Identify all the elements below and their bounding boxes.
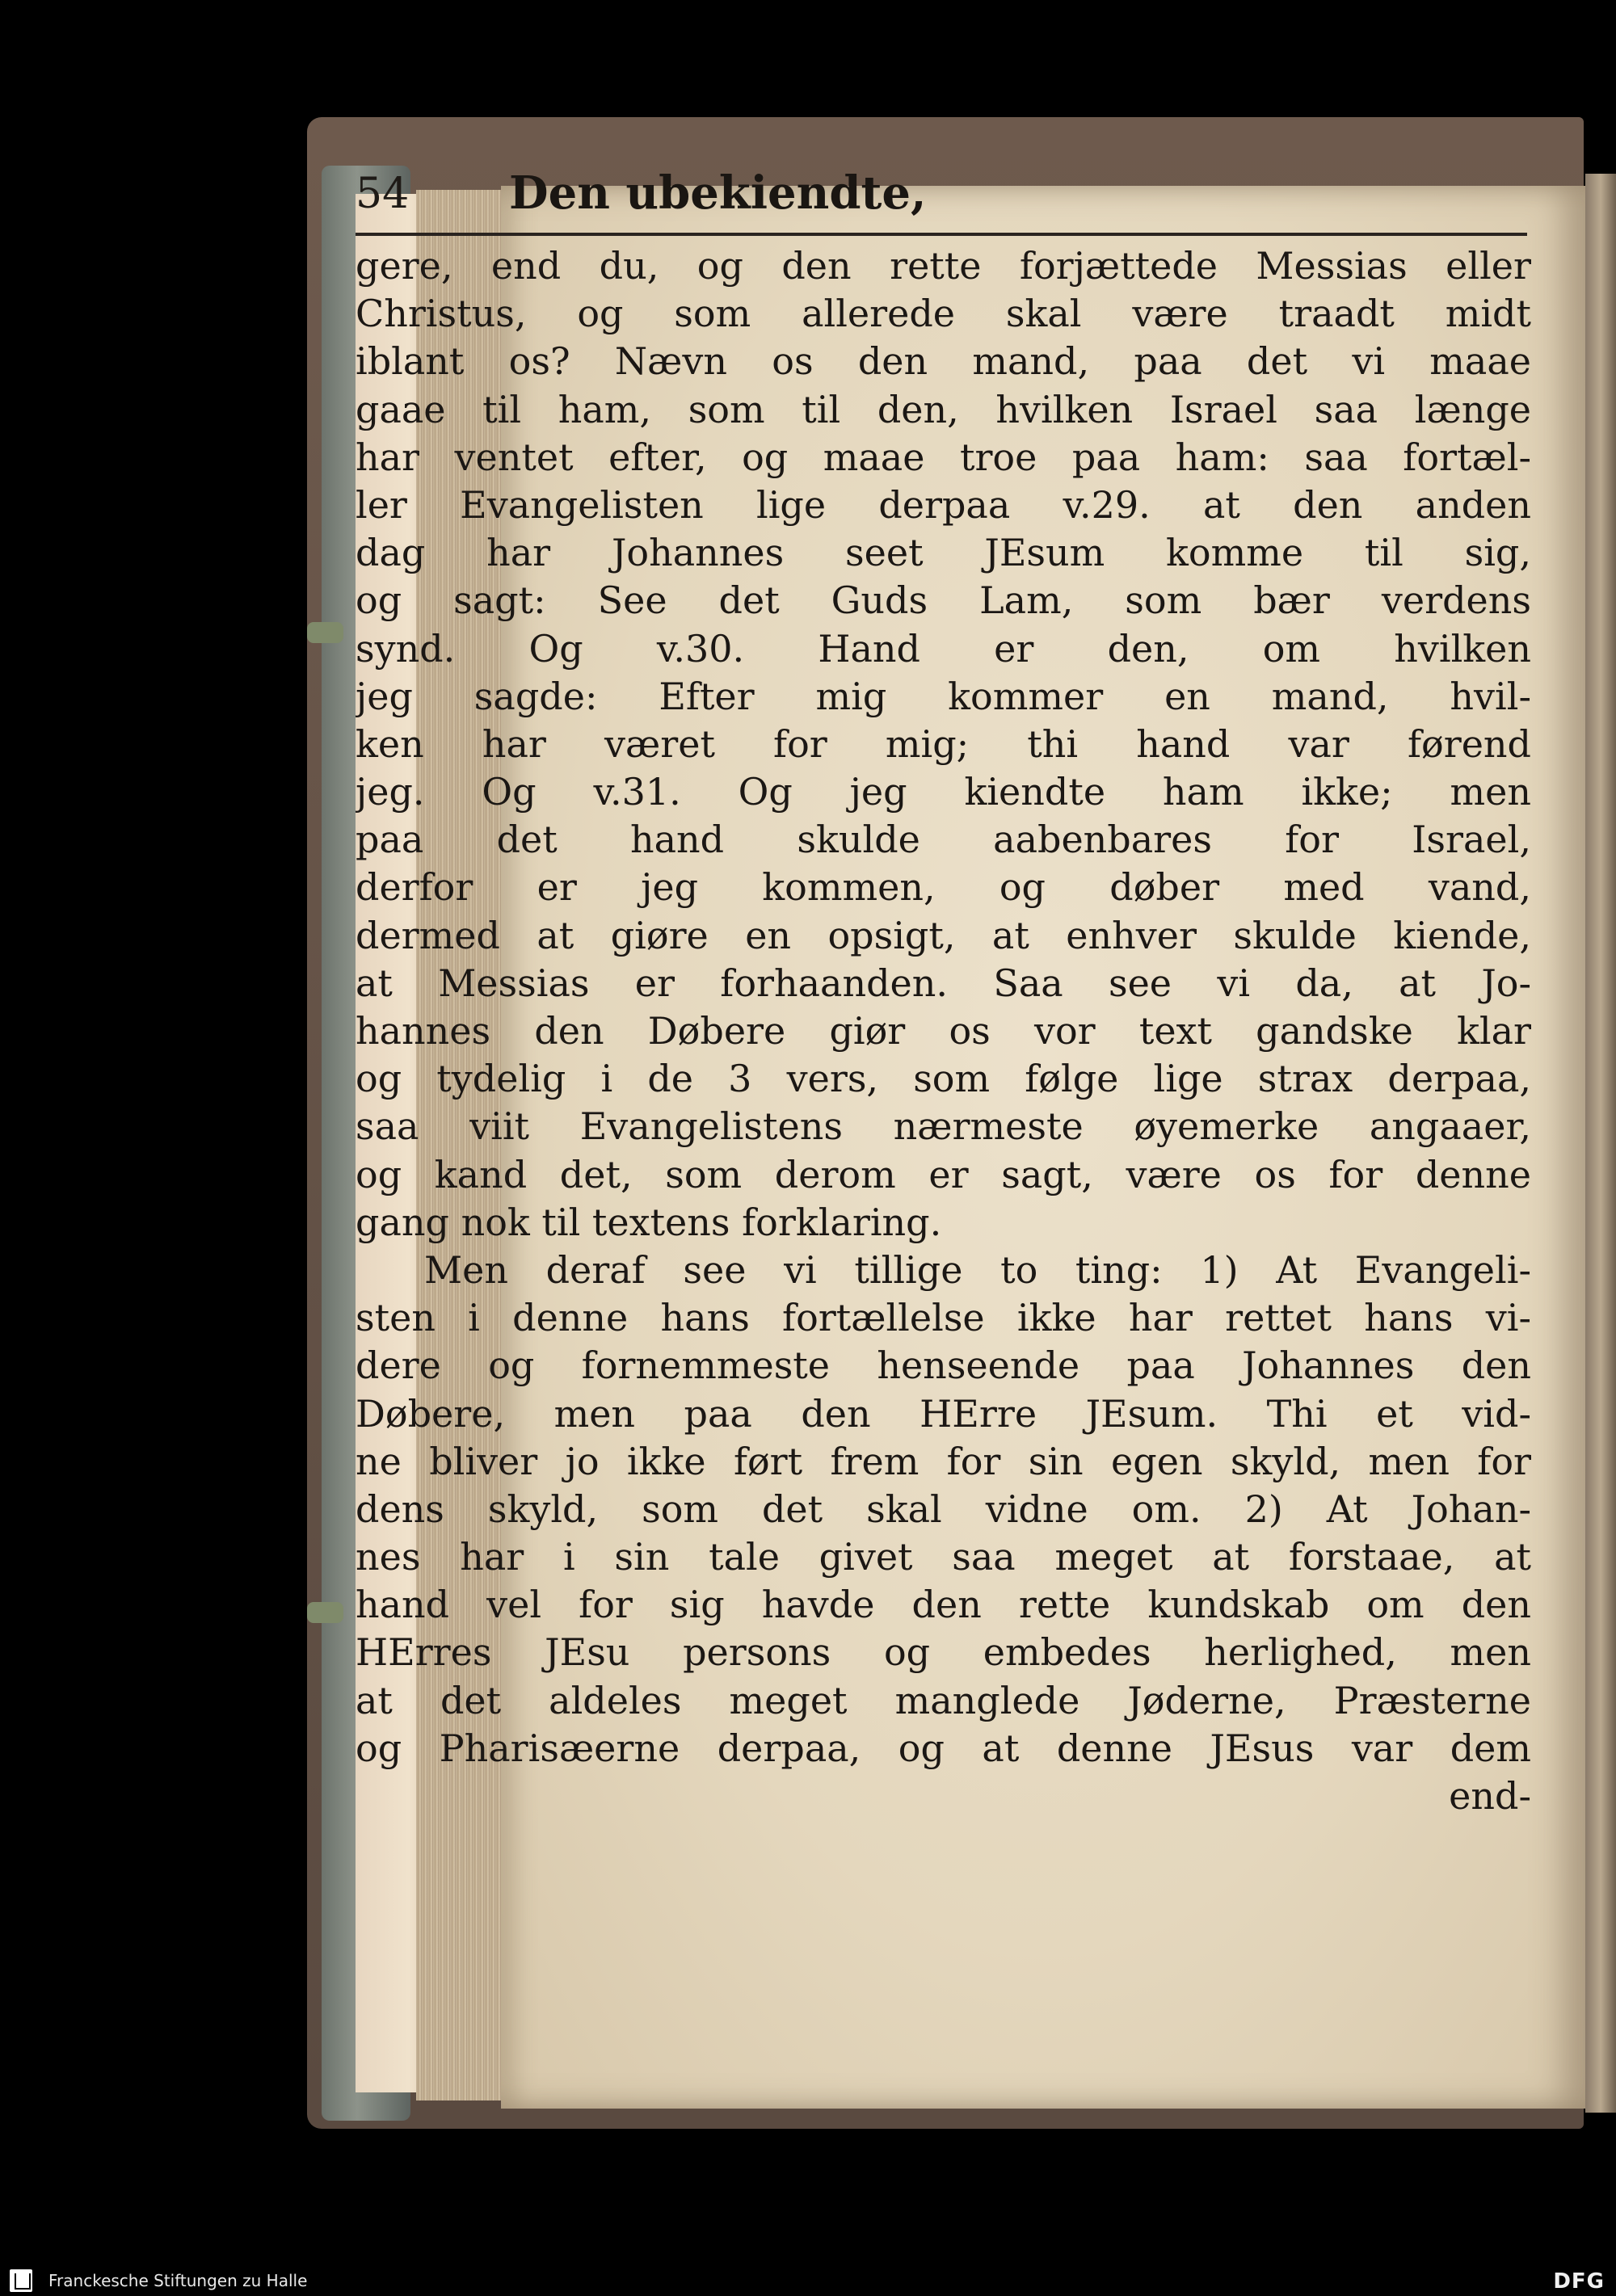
clasp-top-icon: [307, 622, 343, 643]
text-line: derfor er jeg kommen, og døber med vand,: [356, 865, 1531, 910]
header-rule: [356, 233, 1527, 236]
institution-logo-icon[interactable]: [10, 2269, 32, 2292]
text-line: iblant os? Nævn os den mand, paa det vi maae: [356, 339, 1531, 384]
text-line: gang nok til textens forklaring.: [356, 1200, 942, 1244]
text-line: at det aldeles meget manglede Jøderne, Præsterne: [356, 1678, 1531, 1722]
right-page-edge: [1585, 174, 1616, 2113]
text-line: ler Evangelisten lige derpaa v.29. at den anden: [356, 482, 1531, 527]
text-line: nes har i sin tale givet saa meget at forstaae, at: [356, 1535, 1531, 1579]
text-line: saa viit Evangelistens nærmeste øyemerke angaaer,: [356, 1104, 1531, 1149]
text-line: og kand det, som derom er sagt, være os for denne: [356, 1152, 1531, 1196]
text-line: ne bliver jo ikke ført frem for sin egen skyld, men for: [356, 1439, 1531, 1483]
viewer-footer: [0, 2266, 1616, 2296]
body-text: [356, 242, 1531, 1820]
page-header: [356, 166, 1527, 226]
text-line: at Messias er forhaanden. Saa see vi da, at Jo-: [356, 961, 1531, 1005]
catchword: end-: [1449, 1774, 1531, 1818]
text-line: dermed at giøre en opsigt, at enhver skulde kiende,: [356, 913, 1531, 957]
text-line: Christus, og som allerede skal være traadt midt: [356, 292, 1531, 336]
text-line: gere, end du, og den rette forjættede Messias eller: [356, 244, 1531, 288]
text-line: jeg sagde: Efter mig kommer en mand, hvil-: [356, 674, 1531, 718]
text-line: dag har Johannes seet JEsum komme til sig,: [356, 531, 1531, 575]
page-number: 54: [356, 170, 410, 218]
text-line: hannes den Døbere giør os vor text gandske klar: [356, 1009, 1531, 1053]
text-line: og sagt: See det Guds Lam, som bær verdens: [356, 578, 1531, 623]
text-line: synd. Og v.30. Hand er den, om hvilken: [356, 626, 1531, 671]
dfg-logo[interactable]: DFG: [1553, 2269, 1605, 2294]
institution-name[interactable]: Franckesche Stiftungen zu Halle: [48, 2271, 308, 2290]
text-line: sten i denne hans fortællelse ikke har rettet hans vi-: [356, 1296, 1531, 1340]
text-line: jeg. Og v.31. Og jeg kiendte ham ikke; men: [356, 770, 1531, 814]
text-line: og tydelig i de 3 vers, som følge lige strax derpaa,: [356, 1057, 1531, 1101]
text-line: ken har været for mig; thi hand var førend: [356, 721, 1531, 766]
text-line: har ventet efter, og maae troe paa ham: saa fortæl-: [356, 435, 1531, 479]
text-line: dere og fornemmeste henseende paa Johannes den: [356, 1344, 1531, 1388]
text-line: dens skyld, som det skal vidne om. 2) At Johan-: [356, 1487, 1531, 1531]
text-line: paa det hand skulde aabenbares for Israel,: [356, 818, 1531, 862]
running-title: Den ubekiendte,: [509, 166, 927, 220]
text-line: Men deraf see vi tillige to ting: 1) At Evangeli-: [424, 1247, 1531, 1292]
text-line: HErres JEsu persons og embedes herlighed, men: [356, 1630, 1531, 1675]
text-line: Døbere, men paa den HErre JEsum. Thi et vid-: [356, 1391, 1531, 1436]
text-line: og Pharisæerne derpaa, og at denne JEsus var dem: [356, 1726, 1531, 1770]
text-line: hand vel for sig havde den rette kundskab om den: [356, 1583, 1531, 1627]
text-line: gaae til ham, som til den, hvilken Israel saa længe: [356, 387, 1531, 431]
clasp-bottom-icon: [307, 1602, 343, 1623]
